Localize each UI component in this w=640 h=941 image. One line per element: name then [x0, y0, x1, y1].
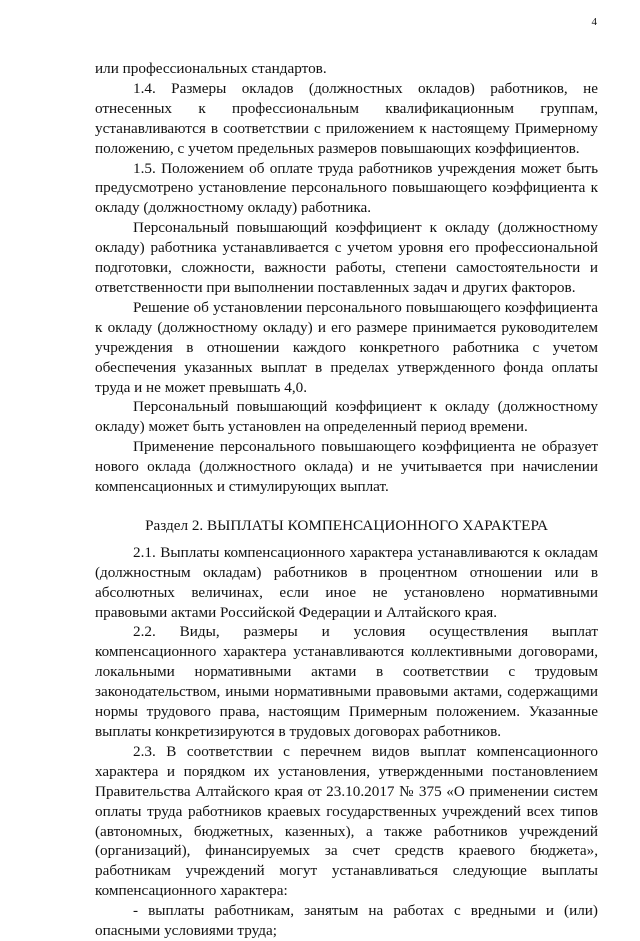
paragraph-coefficient-application: Применение персонального повышающего коэффициента не образует нового оклада (должностного оклада) и не учитывается при начислении компенсационных и стимулирующих выплат. [95, 438, 598, 496]
paragraph-2-3: 2.3. В соответствии с перечнем видов выплат компенсационного характера и порядком их установления, утвержденными постановлением Правительства Алтайского края от 23.10.2017 № 375 «О применении систем оплаты труда работников краевых государственных учреждений всех типов (автономных, бюджетных, казенных), а также работников учреждений (организаций), финансируемых за счет средств краевого бюджета», работникам учреждений могут устанавливаться следующие выплаты компенсационного характера: [95, 742, 598, 900]
paragraph-1-4: 1.4. Размеры окладов (должностных окладов) работников, не отнесенных к профессиональным квалификационным группам, устанавливаются в соответствии с приложением к настоящему Примерному положению, с учетом предельных размеров повышающих коэффициентов. [95, 79, 598, 157]
document-body [95, 59, 598, 941]
paragraph-2-1: 2.1. Выплаты компенсационного характера устанавливаются к окладам (должностным окладам) работников в процентном отношении или в абсолютных величинах, если иное не установлено нормативными правовыми актами Российской Федерации и Алтайского края. [95, 543, 598, 621]
page-number: 4 [591, 16, 597, 28]
paragraph-list-item: - выплаты работникам, занятым на работах с вредными и (или) опасными условиями труда; [95, 902, 598, 940]
paragraph-continuation: или профессиональных стандартов. [95, 60, 327, 77]
paragraph-coefficient-decision: Решение об установлении персонального повышающего коэффициента к окладу (должностному окладу) и его размере принимается руководителем учреждения в отношении каждого конкретного работника с учетом обеспечения указанных выплат в пределах утвержденного фонда оплаты труда и не может превышать 4,0. [95, 298, 598, 396]
paragraph-1-5: 1.5. Положением об оплате труда работников учреждения может быть предусмотрено установление персонального повышающего коэффициента к окладу (должностному окладу) работника. [95, 159, 598, 217]
paragraph-personal-coefficient: Персональный повышающий коэффициент к окладу (должностному окладу) работника устанавливается с учетом уровня его профессиональной подготовки, сложности, важности работы, степени самостоятельности и ответственности при выполнении поставленных задач и других факторов. [95, 219, 598, 296]
section-heading: Раздел 2. ВЫПЛАТЫ КОМПЕНСАЦИОННОГО ХАРАКТЕРА [145, 516, 548, 534]
paragraph-coefficient-period: Персональный повышающий коэффициент к окладу (должностному окладу) может быть установлен на определенный период времени. [95, 398, 598, 436]
paragraph-2-2: 2.2. Виды, размеры и условия осуществления выплат компенсационного характера устанавливаются коллективными договорами, локальными нормативными актами в соответствии с трудовым законодательством, иными нормативными правовыми актами, содержащими нормы трудового права, настоящим Примерным положением. Указанные выплаты конкретизируются в трудовых договорах работников. [95, 623, 598, 740]
